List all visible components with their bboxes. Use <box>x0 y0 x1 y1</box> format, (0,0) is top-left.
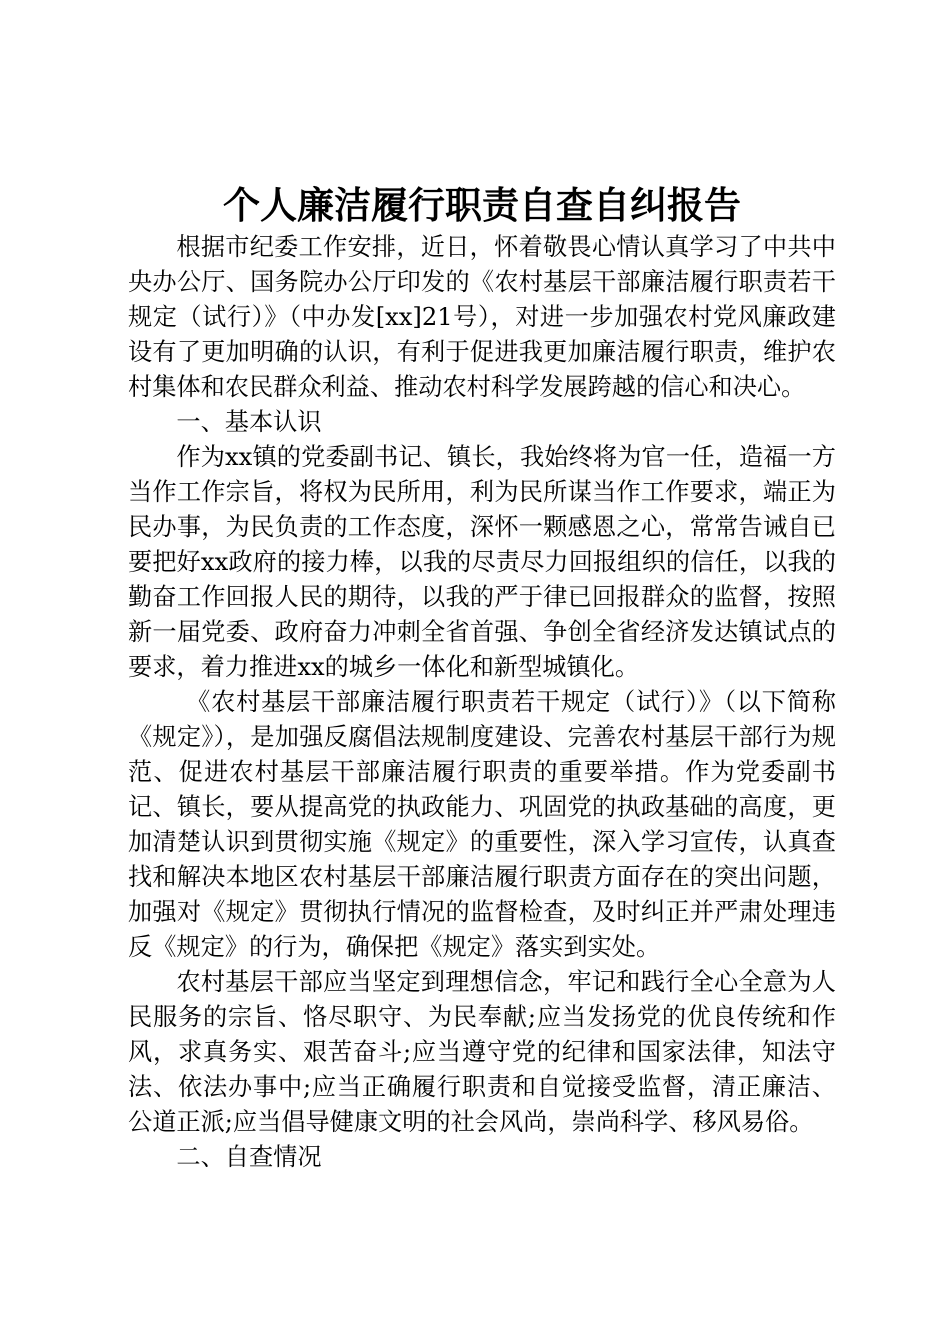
paragraph-cadre-requirements: 农村基层干部应当坚定到理想信念，牢记和践行全心全意为人民服务的宗旨、恪尽职守、为民奉献;应当发扬党的优良传统和作风，求真务实、艰苦奋斗;应当遵守党的纪律和国家法律，知法守法、依法办事中;应当正确履行职责和自觉接受监督，清正廉洁、公道正派;应当倡导健康文明的社会风尚，崇尚科学、移风易俗。 <box>128 968 836 1136</box>
section-heading-self-inspection: 二、自查情况 <box>176 1143 322 1171</box>
paragraph-regulation-importance: 《农村基层干部廉洁履行职责若干规定（试行）》（以下简称《规定》），是加强反腐倡法规制度建设、完善农村基层干部行为规范、促进农村基层干部廉洁履行职责的重要举措。作为党委副书记、镇长，要从提高党的执政能力、巩固党的执政基础的高度，更加清楚认识到贯彻实施《规定》的重要性，深入学习宣传，认真查找和解决本地区农村基层干部廉洁履行职责方面存在的突出问题，加强对《规定》贯彻执行情况的监督检查，及时纠正并严肃处理违反《规定》的行为，确保把《规定》落实到实处。 <box>128 688 836 961</box>
document-title: 个人廉洁履行职责自查自纠报告 <box>223 183 741 227</box>
paragraph-role-statement: 作为xx镇的党委副书记、镇长，我始终将为官一任，造福一方当作工作宗旨，将权为民所用，利为民所谋当作工作要求，端正为民办事，为民负责的工作态度，深怀一颗感恩之心，常常告诫自已要把好xx政府的接力棒，以我的尽责尽力回报组织的信任，以我的勤奋工作回报人民的期待，以我的严于律已回报群众的监督，按照新一届党委、政府奋力冲刺全省首强、争创全省经济发达镇试点的要求，着力推进xx的城乡一体化和新型城镇化。 <box>128 443 836 681</box>
section-heading-basic-understanding: 一、基本认识 <box>176 408 322 436</box>
paragraph-intro: 根据市纪委工作安排，近日，怀着敬畏心情认真学习了中共中央办公厅、国务院办公厅印发的《农村基层干部廉洁履行职责若干规定（试行）》（中办发[xx]21号），对进一步加强农村党风廉政建设有了更加明确的认识，有利于促进我更加廉洁履行职责，维护农村集体和农民群众利益、推动农村科学发展跨越的信心和决心。 <box>128 233 836 401</box>
document-page <box>128 180 836 1175</box>
